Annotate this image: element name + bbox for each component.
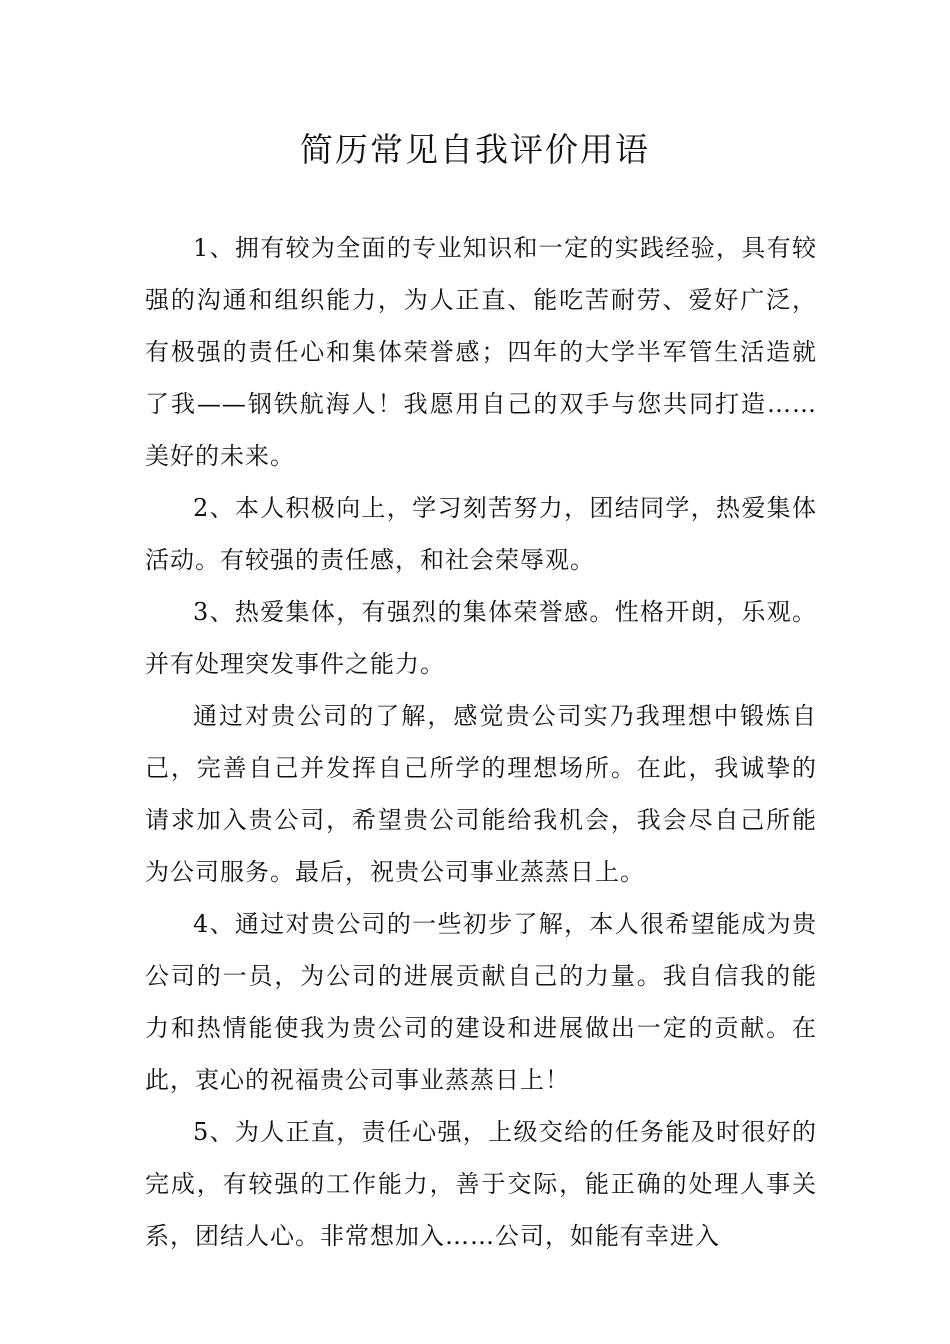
paragraph-2: 2、本人积极向上，学习刻苦努力，团结同学，热爱集体活动。有较强的责任感，和社会荣辱观。 bbox=[145, 494, 817, 574]
paragraph-4: 通过对贵公司的了解，感觉贵公司实乃我理想中锻炼自己，完善自己并发挥自己所学的理想场所。在此，我诚挚的请求加入贵公司，希望贵公司能给我机会，我会尽自己所能为公司服务。最后，祝贵公司事业蒸蒸日上。 bbox=[145, 702, 817, 886]
paragraph-1: 1、拥有较为全面的专业知识和一定的实践经验，具有较强的沟通和组织能力，为人正直、能吃苦耐劳、爱好广泛，有极强的责任心和集体荣誉感；四年的大学半军管生活造就了我——钢铁航海人！我愿用自己的双手与您共同打造……美好的未来。 bbox=[145, 234, 817, 470]
document-body bbox=[145, 222, 817, 1262]
paragraph-6: 5、为人正直，责任心强，上级交给的任务能及时很好的完成，有较强的工作能力，善于交际，能正确的处理人事关系，团结人心。非常想加入……公司，如能有幸进入 bbox=[145, 1118, 817, 1250]
paragraph-3: 3、热爱集体，有强烈的集体荣誉感。性格开朗，乐观。并有处理突发事件之能力。 bbox=[145, 598, 817, 678]
document-title: 简历常见自我评价用语 bbox=[300, 130, 650, 169]
paragraph-5: 4、通过对贵公司的一些初步了解，本人很希望能成为贵公司的一员，为公司的进展贡献自己的力量。我自信我的能力和热情能使我为贵公司的建设和进展做出一定的贡献。在此，衷心的祝福贵公司事业蒸蒸日上！ bbox=[145, 910, 817, 1094]
